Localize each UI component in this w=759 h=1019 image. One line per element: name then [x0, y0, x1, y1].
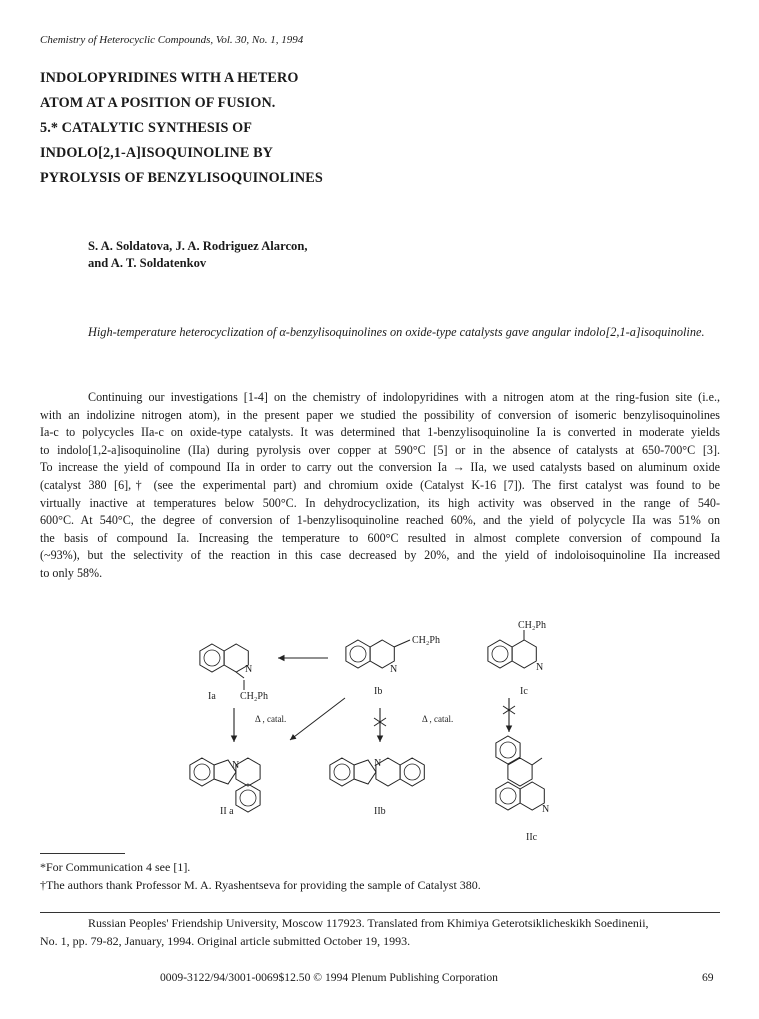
compound-IIc-structure — [496, 736, 549, 843]
title-line: INDOLO[2,1-A]ISOQUINOLINE BY — [40, 145, 273, 161]
ch2ph-label: CH₂Ph — [240, 691, 268, 702]
author-list — [88, 238, 307, 272]
footnote-dagger: †The authors thank Professor M. A. Ryashentseva for providing the sample of Catalyst 380. — [40, 878, 481, 892]
body-line: with an indolizine nitrogen atom), in the present paper we studied the possibility of conversion of isomeric benzylisoquinolines — [40, 407, 720, 422]
title-line: PYROLYSIS OF BENZYLISOQUINOLINES — [40, 170, 323, 186]
title-line: INDOLOPYRIDINES WITH A HETERO — [40, 70, 299, 86]
author-line: S. A. Soldatova, J. A. Rodriguez Alarcon, — [88, 239, 308, 253]
footnotes — [40, 858, 481, 894]
label-IIc: IIc — [526, 832, 538, 843]
copyright-line: 0009-3122/94/3001-0069$12.50 © 1994 Plenum Publishing Corporation — [160, 971, 498, 984]
nitrogen-label: N — [374, 758, 382, 769]
label-IIb: IIb — [374, 806, 386, 817]
compound-Ic-structure — [488, 620, 546, 697]
body-line: virtually inactive at temperatures below 500°C. In dehydrocyclization, its high activity was observed in the range of 540- — [40, 495, 720, 510]
nitrogen-label: N — [245, 664, 253, 675]
label-Ic: Ic — [520, 686, 528, 697]
title-line: 5.* CATALYTIC SYNTHESIS OF — [40, 120, 253, 136]
page-number: 69 — [702, 971, 714, 984]
author-line: and A. T. Soldatenkov — [88, 256, 207, 270]
compound-Ib-structure — [346, 635, 440, 697]
label-Ia: Ia — [208, 691, 216, 702]
compound-IIb-structure — [330, 758, 424, 817]
body-line: To increase the yield of compound IIa in order to carry out the conversion Ia → IIa, we used catalysts based on aluminum oxide — [40, 460, 720, 475]
body-line: the basis of compound Ia. Increasing the temperature to 600°C resulted in almost complete conversion of compound Ia — [40, 530, 720, 545]
compound-IIa-structure — [190, 758, 260, 817]
label-IIa: II a — [220, 806, 234, 817]
compound-Ia-structure — [200, 644, 268, 702]
affiliation-divider — [40, 912, 720, 913]
label-Ib: Ib — [374, 686, 383, 697]
body-line: to indolo[1,2-a]isoquinoline (IIa) during pyrolysis over copper at 590°C [5] or in the absence of catalysts at 650-700°C [3]. — [40, 442, 720, 457]
title-line: ATOM AT A POSITION OF FUSION. — [40, 95, 276, 111]
nitrogen-label: N — [542, 804, 550, 815]
journal-header: Chemistry of Heterocyclic Compounds, Vol. 30, No. 1, 1994 — [40, 34, 304, 46]
nitrogen-label: N — [536, 662, 544, 673]
nitrogen-label: N — [390, 664, 398, 675]
affiliation-line: Russian Peoples' Friendship University, Moscow 117923. Translated from Khimiya Geterotsiklicheskikh Soedinenii, — [88, 916, 649, 930]
affiliation-line: No. 1, pp. 79-82, January, 1994. Original article submitted October 19, 1993. — [40, 934, 411, 948]
body-text — [40, 389, 720, 583]
body-line: to only 58%. — [40, 565, 103, 580]
affiliation — [40, 914, 720, 950]
abstract: High-temperature heterocyclization of α-benzylisoquinolines on oxide-type catalysts gave angular indolo[2,1-a]isoquinoline. — [88, 325, 705, 339]
condition-label: Δ , catal. — [255, 714, 287, 724]
reaction-scheme — [150, 600, 630, 850]
arrow-Ib-to-IIa — [290, 698, 345, 740]
ch2ph-label: CH₂Ph — [518, 620, 546, 631]
body-line: 600°C. At 540°C, the degree of conversion of 1-benzylisoquinoline reached 60%, and the yield of polycycle IIa was 51% on — [40, 513, 720, 528]
body-line: Continuing our investigations [1-4] on the chemistry of indolopyridines with a nitrogen atom at the ring-fusion site (i.e., — [88, 390, 720, 404]
nitrogen-label: N — [232, 760, 240, 771]
body-line: (catalyst 380 [6],† (see the experimental part) and chromium oxide (Catalyst K-16 [7]). The first catalyst was found to be — [40, 477, 720, 492]
article-title — [40, 66, 500, 191]
body-line: (~93%), but the selectivity of the reaction in this case decreased by 20%, and the yield of indoloisoquinoline IIa increased — [40, 548, 720, 563]
body-line: Ia-c to polycycles IIa-c on oxide-type catalysts. It was determined that 1-benzylisoquinoline Ia is converted in moderate yields — [40, 425, 720, 440]
ch2ph-label: CH₂Ph — [412, 635, 440, 646]
footnote-divider — [40, 853, 125, 854]
condition-label: Δ , catal. — [422, 714, 454, 724]
footnote-star: *For Communication 4 see [1]. — [40, 860, 191, 874]
